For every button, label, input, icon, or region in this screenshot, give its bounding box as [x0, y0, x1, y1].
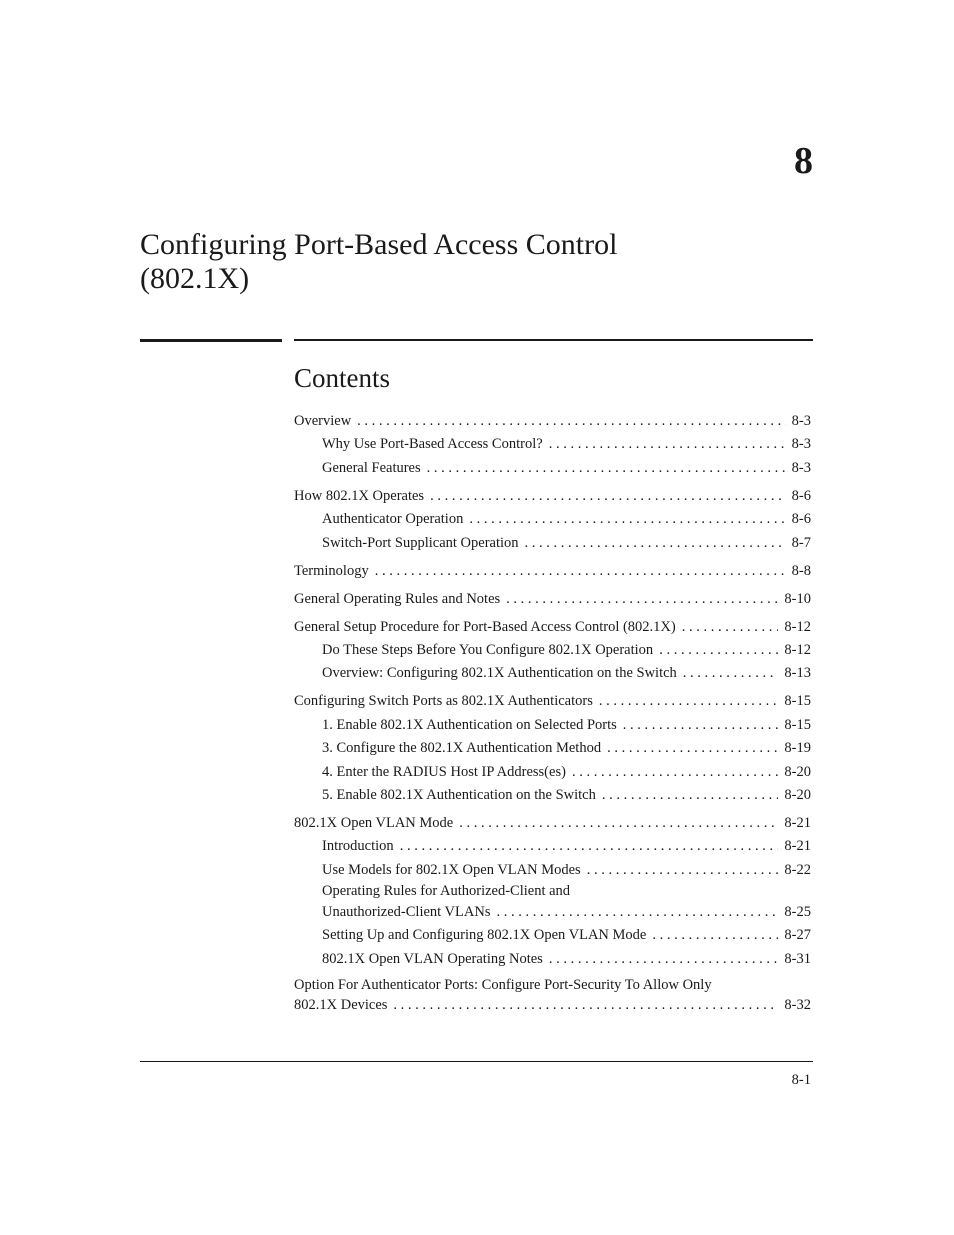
toc-entry-page: 8-32 [784, 997, 811, 1014]
toc-entry-text: Configuring Switch Ports as 802.1X Authenticators [294, 693, 593, 710]
toc-entry-page: 8-6 [791, 511, 811, 528]
toc-entry-page: 8-20 [784, 763, 811, 780]
toc-dot-leader [682, 616, 779, 639]
toc-entry-page: 8-21 [784, 838, 811, 855]
toc-entry-text: General Features [322, 459, 421, 476]
toc-entry-text: Why Use Port-Based Access Control? [322, 436, 543, 453]
toc-entry[interactable] [294, 948, 811, 971]
toc-entry[interactable] [294, 532, 811, 555]
toc-dot-leader [430, 485, 786, 508]
toc-entry[interactable] [294, 835, 811, 858]
toc-entry-text: General Setup Procedure for Port-Based Access Control (802.1X) [294, 618, 676, 635]
divider-left [140, 339, 282, 342]
toc-entry-page: 8-15 [784, 693, 811, 710]
toc-dot-leader [602, 784, 779, 807]
chapter-title-line-2: (802.1X) [140, 262, 250, 295]
toc-dot-leader [459, 812, 778, 835]
chapter-number: 8 [794, 140, 813, 182]
toc-entry[interactable] [294, 812, 811, 835]
toc-dot-leader [525, 532, 786, 555]
toc-dot-leader [683, 662, 779, 685]
toc-entry-text: 1. Enable 802.1X Authentication on Selected Ports [322, 716, 617, 733]
toc-entry-text: 802.1X Open VLAN Mode [294, 815, 454, 832]
toc-entry-page: 8-12 [784, 618, 811, 635]
toc-entry-text: Operating Rules for Authorized-Client and [322, 883, 571, 900]
toc-entry-text: Switch-Port Supplicant Operation [322, 534, 519, 551]
toc-entry[interactable] [294, 560, 811, 583]
toc-dot-leader [659, 639, 778, 662]
toc-entry-text: 802.1X Devices [294, 997, 388, 1014]
toc-entry-page: 8-27 [784, 927, 811, 944]
footer-divider [140, 1061, 813, 1062]
toc-entry[interactable] [294, 761, 811, 784]
toc-entry-page: 8-3 [791, 413, 811, 429]
toc-entry-page: 8-3 [791, 459, 811, 476]
toc-entry[interactable] [294, 994, 811, 1017]
toc-entry[interactable] [294, 508, 811, 531]
toc-entry-text: Use Models for 802.1X Open VLAN Modes [322, 861, 581, 878]
toc-entry[interactable] [294, 457, 811, 480]
toc-entry-page: 8-13 [784, 665, 811, 682]
toc-entry[interactable] [294, 639, 811, 662]
toc-entry-page: 8-7 [791, 534, 811, 551]
toc-entry-line [294, 976, 811, 995]
table-of-contents [294, 410, 811, 1018]
toc-entry-page: 8-25 [784, 903, 811, 920]
toc-entry-text: Setting Up and Configuring 802.1X Open VLAN Mode [322, 927, 647, 944]
toc-dot-leader [549, 433, 786, 456]
toc-entry-text: 4. Enter the RADIUS Host IP Address(es) [322, 763, 566, 780]
toc-entry-line [294, 882, 811, 901]
toc-entry[interactable] [294, 784, 811, 807]
toc-entry-page: 8-21 [784, 815, 811, 832]
contents-heading: Contents [294, 363, 391, 393]
toc-dot-leader [549, 948, 779, 971]
toc-entry[interactable] [294, 924, 811, 947]
toc-entry-page: 8-6 [791, 487, 811, 504]
toc-dot-leader [400, 835, 779, 858]
toc-dot-leader [375, 560, 786, 583]
toc-entry[interactable] [294, 410, 811, 433]
toc-entry-text: Introduction [322, 838, 394, 855]
toc-entry-text: Overview [294, 413, 352, 429]
toc-dot-leader [572, 761, 778, 784]
toc-entry-text: 5. Enable 802.1X Authentication on the Switch [322, 787, 596, 804]
toc-entry-text: Terminology [294, 562, 369, 579]
toc-dot-leader [506, 588, 778, 611]
toc-dot-leader [357, 410, 785, 433]
toc-entry-text: Option For Authenticator Ports: Configure Port-Security To Allow Only [294, 976, 712, 993]
toc-entry[interactable] [294, 588, 811, 611]
toc-dot-leader [607, 737, 778, 760]
toc-dot-leader [496, 901, 778, 924]
toc-entry-text: Overview: Configuring 802.1X Authentication on the Switch [322, 665, 677, 682]
toc-entry[interactable] [294, 859, 811, 882]
toc-entry-page: 8-22 [784, 861, 811, 878]
toc-dot-leader [469, 508, 785, 531]
toc-dot-leader [393, 994, 778, 1017]
toc-entry-text: General Operating Rules and Notes [294, 590, 501, 607]
toc-entry-text: How 802.1X Operates [294, 487, 425, 504]
toc-entry[interactable] [294, 690, 811, 713]
chapter-title-line-1: Configuring Port-Based Access Control [140, 228, 618, 261]
toc-entry-text: Do These Steps Before You Configure 802.1X Operation [322, 642, 654, 659]
toc-entry[interactable] [294, 662, 811, 685]
toc-entry-page: 8-15 [784, 716, 811, 733]
toc-dot-leader [587, 859, 779, 882]
toc-entry[interactable] [294, 616, 811, 639]
toc-entry-page: 8-12 [784, 642, 811, 659]
toc-entry[interactable] [294, 485, 811, 508]
toc-entry[interactable] [294, 737, 811, 760]
toc-entry-text: 3. Configure the 802.1X Authentication Method [322, 740, 602, 757]
toc-entry-page: 8-3 [791, 436, 811, 453]
toc-entry-page: 8-19 [784, 740, 811, 757]
toc-entry[interactable] [294, 901, 811, 924]
toc-dot-leader [652, 924, 778, 947]
chapter-title [140, 228, 780, 296]
toc-entry-text: Unauthorized-Client VLANs [322, 903, 491, 920]
footer-page-number: 8-1 [791, 1072, 811, 1088]
toc-entry-page: 8-20 [784, 787, 811, 804]
toc-entry[interactable] [294, 433, 811, 456]
toc-dot-leader [599, 690, 779, 713]
toc-entry-page: 8-31 [784, 950, 811, 967]
toc-entry-text: 802.1X Open VLAN Operating Notes [322, 950, 543, 967]
toc-entry-page: 8-8 [791, 562, 811, 579]
toc-entry[interactable] [294, 714, 811, 737]
toc-entry-text: Authenticator Operation [322, 511, 464, 528]
toc-dot-leader [427, 457, 786, 480]
toc-dot-leader [623, 714, 779, 737]
toc-entry-page: 8-10 [784, 590, 811, 607]
divider-right [294, 339, 813, 341]
